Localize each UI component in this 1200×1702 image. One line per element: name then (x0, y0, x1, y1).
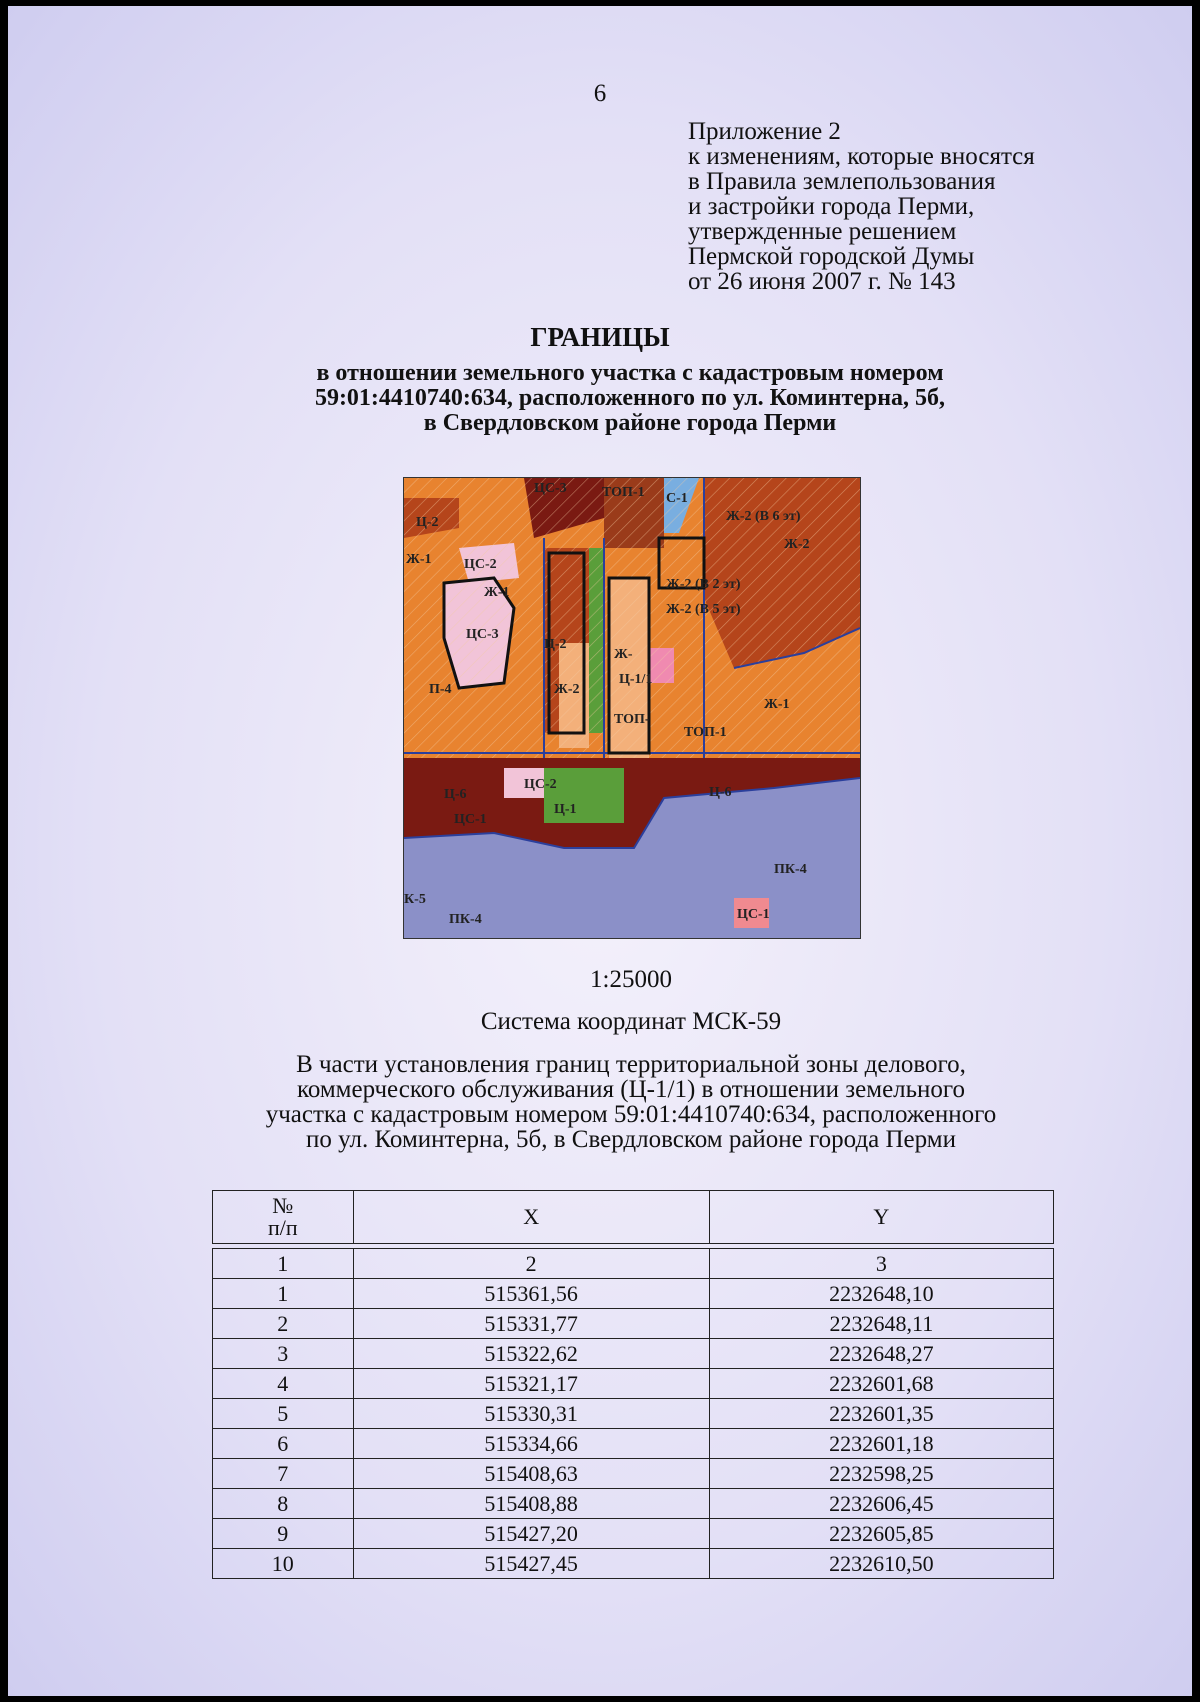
row-number: 1 (213, 1279, 354, 1309)
appendix-line: к изменениям, которые вносятся (688, 143, 1035, 170)
x-value: 515427,45 (353, 1549, 709, 1579)
y-value: 2232601,68 (709, 1369, 1053, 1399)
map-label: ЦС-2 (524, 777, 557, 792)
subtitle-line: в отношении земельного участка с кадастровым номером (316, 360, 944, 386)
coordinates-table (212, 1190, 1054, 1579)
header-number-symbol: № (272, 1193, 294, 1218)
table-row (213, 1459, 1054, 1489)
row-number: 6 (213, 1429, 354, 1459)
description-line: участка с кадастровым номером 59:01:4410740:634, расположенного (265, 1101, 997, 1128)
subtitle-line: в Свердловском районе города Перми (423, 410, 837, 436)
x-value: 515321,17 (353, 1369, 709, 1399)
row-number: 4 (213, 1369, 354, 1399)
x-value: 515408,63 (353, 1459, 709, 1489)
table-row (213, 1519, 1054, 1549)
map-label: Ц-2 (416, 515, 439, 530)
map-label: ЦС-3 (534, 481, 567, 496)
header-x: X (353, 1191, 709, 1244)
map-label: Ж-2 (В 6 эт) (726, 509, 801, 524)
y-value: 2232598,25 (709, 1459, 1053, 1489)
table-row (213, 1489, 1054, 1519)
map-label: ЦС-2 (464, 557, 497, 572)
map-label: С-1 (666, 491, 688, 506)
table-row (213, 1399, 1054, 1429)
map-label: ТОП-1 (602, 485, 645, 500)
map-label: Ж-2 (784, 537, 810, 552)
map-label: ПК-4 (774, 862, 807, 877)
header-number (213, 1191, 354, 1244)
header-number-label: п/п (267, 1215, 298, 1240)
x-value: 515361,56 (353, 1279, 709, 1309)
row-number: 7 (213, 1459, 354, 1489)
table-row (213, 1549, 1054, 1579)
appendix-line: утвержденные решением (688, 218, 957, 245)
y-value: 2232648,27 (709, 1339, 1053, 1369)
map-label: ЦС-1 (454, 812, 487, 827)
document-title: ГРАНИЦЫ (530, 322, 670, 352)
map-label: Ц-1/1 (619, 672, 653, 687)
y-value: 2232601,18 (709, 1429, 1053, 1459)
map-label: ПК-4 (449, 912, 482, 927)
table-row (213, 1369, 1054, 1399)
appendix-note (688, 119, 1035, 294)
description-line: В части установления границ территориальной зоны делового, (296, 1051, 966, 1078)
y-value: 2232601,35 (709, 1399, 1053, 1429)
y-value: 2232648,11 (709, 1309, 1053, 1339)
map-label: Ж- (614, 647, 633, 662)
x-value: 515331,77 (353, 1309, 709, 1339)
x-value: 515330,31 (353, 1399, 709, 1429)
map-label: Ж-1 (484, 585, 510, 600)
appendix-line: Приложение 2 (688, 118, 841, 145)
map-label: Ж-2 (В 5 эт) (666, 602, 741, 617)
y-value: 2232606,45 (709, 1489, 1053, 1519)
row-number: 2 (213, 1309, 354, 1339)
description-line: коммерческого обслуживания (Ц-1/1) в отношении земельного (296, 1076, 966, 1103)
row-number: 3 (213, 1339, 354, 1369)
appendix-line: в Правила землепользования (688, 168, 996, 195)
map-label: П-4 (429, 682, 452, 697)
x-value: 515408,88 (353, 1489, 709, 1519)
map-label: К-5 (404, 892, 426, 907)
table-row (213, 1339, 1054, 1369)
y-value: 2232648,10 (709, 1279, 1053, 1309)
map-label: Ц-1 (554, 802, 577, 817)
y-value: 2232605,85 (709, 1519, 1053, 1549)
table-row (213, 1279, 1054, 1309)
table-header-row (213, 1191, 1054, 1244)
appendix-line: и застройки города Перми, (688, 193, 975, 220)
map-label: Ж-1 (406, 552, 432, 567)
x-value: 515322,62 (353, 1339, 709, 1369)
row-number: 5 (213, 1399, 354, 1429)
map-label: Ц-2 (544, 637, 567, 652)
map-scale: 1:25000 (590, 966, 672, 993)
page-number: 6 (593, 80, 607, 107)
zone-description (0, 1052, 1200, 1152)
map-label: Ц-6 (444, 787, 467, 802)
description-line: по ул. Коминтерна, 5б, в Свердловском районе города Перми (306, 1126, 956, 1153)
document-subtitle (0, 361, 1200, 436)
map-label: Ц-6 (709, 785, 732, 800)
map-label: Ж-2 (554, 682, 580, 697)
table-row (213, 1309, 1054, 1339)
x-value: 515334,66 (353, 1429, 709, 1459)
column-number: 1 (213, 1249, 354, 1279)
map-label: ТОП- (614, 712, 650, 727)
column-number: 2 (353, 1249, 709, 1279)
coordinate-system: Система координат МСК-59 (480, 1008, 782, 1035)
map-label: ТОП-1 (684, 725, 727, 740)
subtitle-line: 59:01:4410740:634, расположенного по ул. Коминтерна, 5б, (314, 385, 946, 411)
row-number: 10 (213, 1549, 354, 1579)
table-row (213, 1429, 1054, 1459)
zoning-map (403, 477, 861, 939)
map-label: ЦС-1 (737, 907, 770, 922)
y-value: 2232610,50 (709, 1549, 1053, 1579)
map-label: ЦС-3 (466, 627, 499, 642)
map-label: Ж-2 (В 2 эт) (666, 577, 741, 592)
row-number: 9 (213, 1519, 354, 1549)
row-number: 8 (213, 1489, 354, 1519)
column-number: 3 (709, 1249, 1053, 1279)
x-value: 515427,20 (353, 1519, 709, 1549)
header-y: Y (709, 1191, 1053, 1244)
map-label: Ж-1 (764, 697, 790, 712)
appendix-line: от 26 июня 2007 г. № 143 (688, 268, 956, 295)
appendix-line: Пермской городской Думы (688, 243, 975, 270)
column-numbers-row (213, 1249, 1054, 1279)
